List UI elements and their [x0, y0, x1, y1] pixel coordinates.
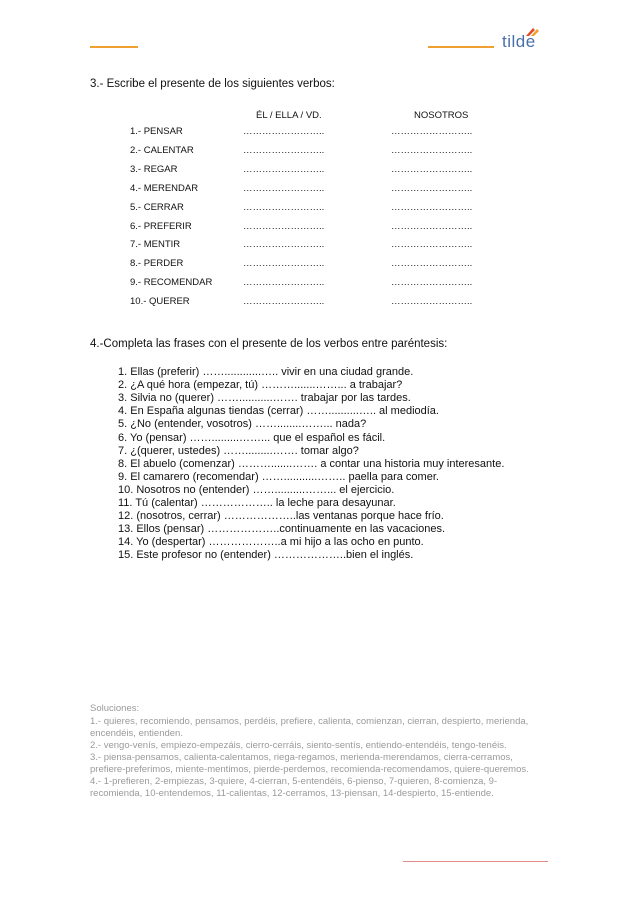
- verb-row: [0, 183, 638, 201]
- answer-blank-el: ……………………..: [243, 163, 325, 175]
- section3-title: 3.- Escribe el presente de los siguientes verbos:: [90, 78, 335, 90]
- sentence-item: 1. Ellas (preferir) ……............….. vivir en una ciudad grande.: [118, 366, 414, 378]
- sentence-item: 5. ¿No (entender, vosotros) ……........……... nada?: [118, 418, 367, 431]
- answer-blank-el: ……………………..: [243, 126, 325, 137]
- answer-blank-nosotros: ……………………..: [391, 277, 473, 289]
- column-header-nosotros: NOSOTROS: [414, 110, 469, 121]
- verb-row: [0, 202, 638, 220]
- sentence-item: 9. El camarero (recomendar) ……...........…….. paella para comer.: [118, 470, 439, 483]
- sentence-item: 6. Yo (pensar) …….........……... que el español es fácil.: [118, 431, 386, 444]
- answer-blank-nosotros: ……………………..: [391, 126, 473, 137]
- sentence-item: 7. ¿(querer, ustedes) …….........……. tomar algo?: [118, 444, 359, 457]
- answer-blank-nosotros: ……………………..: [391, 201, 473, 213]
- verb-row: [0, 296, 638, 314]
- solution-line: 2.- vengo-venís, empiezo-empezáis, cierro-cerráis, siento-sentís, entiendo-entendéis, tengo-tenéis.: [90, 740, 507, 751]
- answer-blank-nosotros: ……………………..: [391, 220, 473, 232]
- verb-label: 10.- QUERER: [130, 296, 190, 308]
- solution-line: 4.- 1-prefieren, 2-empiezas, 3-quiere, 4-cierran, 5-entendéis, 6-pienso, 7-quieren, 8-comienza, 9-: [90, 776, 498, 787]
- header-right-line: [428, 46, 494, 48]
- answer-blank-el: ……………………..: [243, 144, 325, 156]
- verb-label: 6.- PREFERIR: [130, 220, 192, 232]
- solution-line: recomienda, 10-entendemos, 11-calientas, 12-cerramos, 13-piensan, 14-despierto, 15-entiende.: [90, 788, 494, 799]
- answer-blank-el: ……………………..: [243, 296, 325, 308]
- sentence-item: 10. Nosotros no (entender) ……..........……... el ejercicio.: [118, 483, 395, 496]
- verb-row: [0, 145, 638, 163]
- verb-row: [0, 164, 638, 182]
- verb-row: [0, 126, 638, 144]
- verb-row: [0, 221, 638, 239]
- answer-blank-nosotros: ……………………..: [391, 258, 473, 270]
- verb-label: 5.- CERRAR: [130, 201, 184, 213]
- column-header-el-ella-vd: ÉL / ELLA / VD.: [256, 110, 322, 121]
- sentence-item: 14. Yo (despertar) ………………..a mi hijo a las ocho en punto.: [118, 536, 424, 549]
- verb-row: [0, 239, 638, 257]
- sentence-item: 4. En España algunas tiendas (cerrar) ……..........….. al mediodía.: [118, 405, 439, 418]
- answer-blank-el: ……………………..: [243, 258, 325, 270]
- verb-label: 3.- REGAR: [130, 163, 178, 175]
- sentence-item: 12. (nosotros, cerrar) ………………..las ventanas porque hace frío.: [118, 510, 444, 523]
- solutions-label: Soluciones:: [90, 703, 140, 714]
- solution-line: encendéis, entienden.: [90, 728, 183, 739]
- header-left-line: [90, 46, 138, 48]
- answer-blank-el: ……………………..: [243, 239, 325, 251]
- answer-blank-nosotros: ……………………..: [391, 296, 473, 308]
- verb-label: 9.- RECOMENDAR: [130, 277, 213, 289]
- answer-blank-el: ……………………..: [243, 277, 325, 289]
- answer-blank-nosotros: ……………………..: [391, 163, 473, 175]
- answer-blank-el: ……………………..: [243, 220, 325, 232]
- sentence-item: 3. Silvia no (querer) ……...........……. trabajar por las tardes.: [118, 392, 411, 405]
- answer-blank-el: ……………………..: [243, 201, 325, 213]
- solution-line: 3.- piensa-pensamos, calienta-calentamos, riega-regamos, merienda-merendamos, cierra-cerramos,: [90, 752, 513, 763]
- verb-row: [0, 258, 638, 276]
- sentence-item: 2. ¿A qué hora (empezar, tú) ……….......……... a trabajar?: [118, 379, 403, 392]
- verb-label: 8.- PERDER: [130, 258, 184, 270]
- answer-blank-nosotros: ……………………..: [391, 182, 473, 194]
- section4-title: 4.-Completa las frases con el presente de los verbos entre paréntesis:: [90, 338, 448, 350]
- answer-blank-nosotros: ……………………..: [391, 144, 473, 156]
- sentence-item: 15. Este profesor no (entender) ………………..bien el inglés.: [118, 549, 414, 562]
- verb-label: 4.- MERENDAR: [130, 182, 199, 194]
- sentence-item: 11. Tú (calentar) ……………….. la leche para desayunar.: [118, 497, 396, 509]
- solution-line: prefiere-preferimos, miente-mentimos, pierde-perdemos, recomienda-recomendamos, quiere-queremos.: [90, 764, 529, 775]
- answer-blank-el: ……………………..: [243, 182, 325, 194]
- verb-label: 7.- MENTIR: [130, 239, 181, 251]
- solution-line: 1.- quieres, recomiendo, pensamos, perdéis, prefiere, calienta, comienzan, cierran, despierto, merienda,: [90, 716, 529, 727]
- logo-text: tilde: [502, 32, 536, 51]
- sentence-item: 8. El abuelo (comenzar) ……….......……. a contar una historia muy interesante.: [118, 457, 505, 470]
- verb-label: 2.- CALENTAR: [130, 144, 194, 156]
- verb-row: [0, 277, 638, 295]
- verb-label: 1.- PENSAR: [130, 126, 183, 137]
- footer-line: [403, 861, 548, 862]
- answer-blank-nosotros: ……………………..: [391, 239, 473, 251]
- sentence-item: 13. Ellos (pensar) ………………..continuamente en las vacaciones.: [118, 523, 446, 536]
